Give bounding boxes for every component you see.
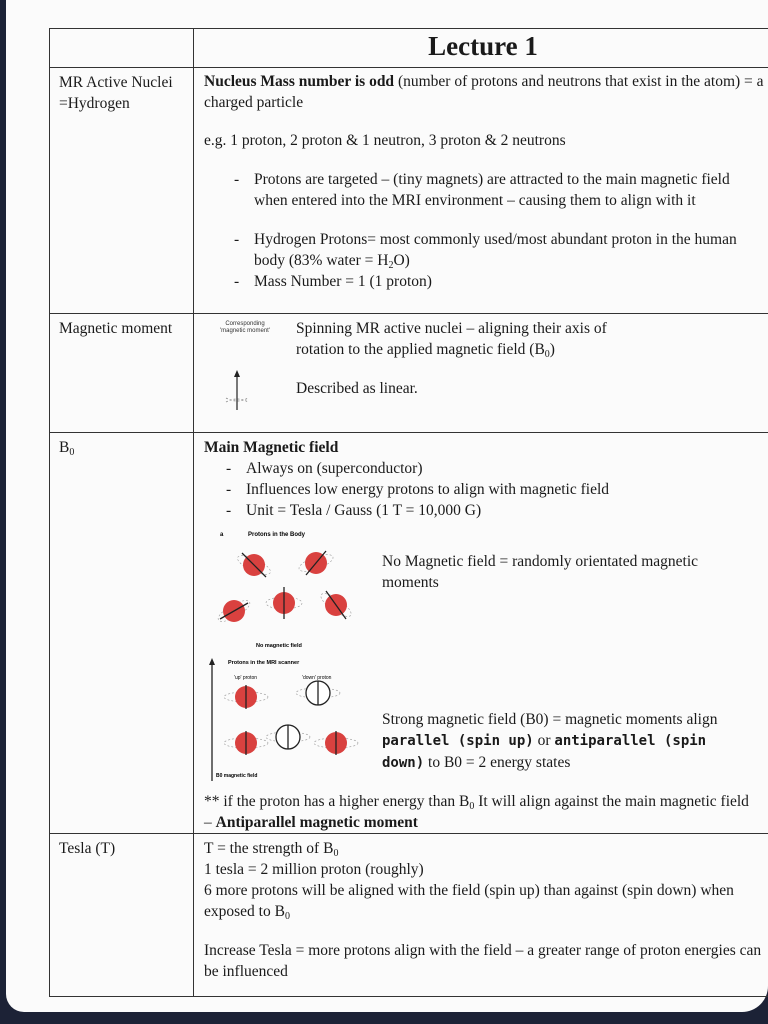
antiparallel-term: antiparallel (spin down) xyxy=(382,733,707,771)
content-magnetic-moment xyxy=(194,314,768,433)
figure-b-title: Protons in the MRI scanner xyxy=(228,660,300,666)
figure-random-protons xyxy=(204,527,374,657)
bullet-always-on: - Always on (superconductor) xyxy=(222,458,766,479)
row-b0 xyxy=(50,433,768,834)
tesla-strength xyxy=(204,838,762,859)
example-text: e.g. 1 proton, 2 proton & 1 neutron, 3 proton & 2 neutrons xyxy=(204,132,566,149)
title-row xyxy=(50,29,768,68)
proton-up-3 xyxy=(314,731,358,755)
figure-strong-field-block xyxy=(204,657,766,785)
hydrogen-subscript: 2 xyxy=(388,260,394,271)
b0-label-subscript: 0 xyxy=(69,447,75,458)
proton-up-2 xyxy=(224,731,268,755)
parallel-term: parallel (spin up) xyxy=(382,733,534,749)
moment-subscript: 0 xyxy=(544,349,550,360)
tesla-million: 1 tesla = 2 million proton (roughly) xyxy=(204,861,424,878)
main-field-heading: Main Magnetic field xyxy=(204,439,339,456)
moment-caption xyxy=(204,321,286,335)
hydrogen-text: Hydrogen Protons= most commonly used/most abundant proton in the human body (83% water = H xyxy=(254,231,737,269)
title-empty-cell xyxy=(50,29,194,68)
label-b0 xyxy=(50,433,194,834)
mass-number-statement xyxy=(204,71,766,113)
or-text: or xyxy=(533,732,555,749)
tesla-strength-subscript: 0 xyxy=(333,848,339,859)
linear-text: Described as linear. xyxy=(296,380,418,397)
proton-down-1 xyxy=(296,681,340,705)
content-mr-active xyxy=(194,68,768,314)
tesla-more-protons-text: 6 more protons will be aligned with the field (spin up) than against (spin down) when exposed to B xyxy=(204,882,734,920)
figure-a-letter: a xyxy=(220,532,224,538)
tesla-more-protons-subscript: 0 xyxy=(284,911,290,922)
strong-field-text-end: to B0 = 2 energy states xyxy=(424,754,571,771)
bullet-unit: - Unit = Tesla / Gauss (1 T = 10,000 G) xyxy=(222,500,766,521)
figure-a-caption: No magnetic field xyxy=(256,643,302,649)
title-cell xyxy=(194,29,768,68)
row-mr-active xyxy=(50,68,768,314)
tesla-strength-text: T = the strength of B xyxy=(204,840,334,857)
lecture-table xyxy=(49,28,768,997)
proton-up-1 xyxy=(224,685,268,709)
page-title: Lecture 1 xyxy=(428,31,538,61)
proton-1 xyxy=(235,552,273,578)
label-tesla: Tesla (T) xyxy=(50,834,194,997)
proton-3 xyxy=(215,597,252,625)
note-bold: Antiparallel magnetic moment xyxy=(215,814,418,831)
document-page xyxy=(6,0,768,1012)
b0-label-text: B xyxy=(59,439,70,456)
no-field-text: No Magnetic field = randomly orientated magnetic moments xyxy=(382,553,699,591)
label-mr-active: MR Active Nuclei =Hydrogen xyxy=(50,68,194,314)
hydrogen-text-end: O) xyxy=(393,252,410,269)
mass-number-rest: (number of protons and neutrons that exist in the atom) = a charged particle xyxy=(204,73,764,111)
row-tesla xyxy=(50,834,768,997)
bullet-influences: - Influences low energy protons to align with magnetic field xyxy=(222,479,766,500)
moment-description xyxy=(296,318,656,360)
antiparallel-note xyxy=(204,791,766,833)
figure-aligned-protons xyxy=(204,657,374,785)
bullet-protons-targeted: - Protons are targeted – (tiny magnets) are attracted to the main magnetic field when entered into the MRI environment – causing them to align with it xyxy=(230,169,756,211)
content-tesla xyxy=(194,834,768,997)
strong-field-text xyxy=(382,709,742,774)
magnetic-moment-block xyxy=(204,318,766,428)
row-magnetic-moment xyxy=(50,314,768,433)
moment-caption-line1: Corresponding xyxy=(225,321,265,327)
note-subscript: 0 xyxy=(469,801,475,812)
moment-text: Spinning MR active nuclei – aligning their axis of rotation to the applied magnetic field (B xyxy=(296,320,607,358)
proton-4 xyxy=(266,587,302,619)
bullet-mass-number: - Mass Number = 1 (1 proton) xyxy=(230,271,756,292)
mr-active-bullets xyxy=(230,169,766,292)
note-text-mid: It will align against the main magnetic field – xyxy=(204,793,749,831)
moment-caption-line2: 'magnetic moment' xyxy=(220,328,270,334)
figure-a-title: Protons in the Body xyxy=(248,532,305,538)
note-text-start: ** if the proton has a higher energy than B xyxy=(204,793,470,810)
magnetic-moment-arrow-icon xyxy=(222,370,252,412)
figure-b-axis-label: B0 magnetic field xyxy=(216,773,258,779)
proton-5 xyxy=(318,590,354,620)
mass-number-bold: Nucleus Mass number is odd xyxy=(204,73,395,90)
figure-b-down-label: 'down' proton xyxy=(302,675,332,681)
figure-no-field-block xyxy=(204,527,766,657)
tesla-increase: Increase Tesla = more protons align with the field – a greater range of proton energies can be influenced xyxy=(204,942,762,980)
b0-bullets xyxy=(222,458,766,521)
content-b0 xyxy=(194,433,768,834)
strong-field-text-start: Strong magnetic field (B0) = magnetic moments align xyxy=(382,711,718,728)
label-magnetic-moment: Magnetic moment xyxy=(50,314,194,433)
moment-text-end: ) xyxy=(549,341,555,358)
proton-2 xyxy=(297,551,335,575)
bullet-hydrogen-protons xyxy=(230,229,756,271)
proton-down-2 xyxy=(266,725,310,749)
figure-b-up-label: 'up' proton xyxy=(234,675,258,681)
b0-axis-arrow-icon xyxy=(209,658,215,665)
tesla-more-protons xyxy=(204,880,762,922)
